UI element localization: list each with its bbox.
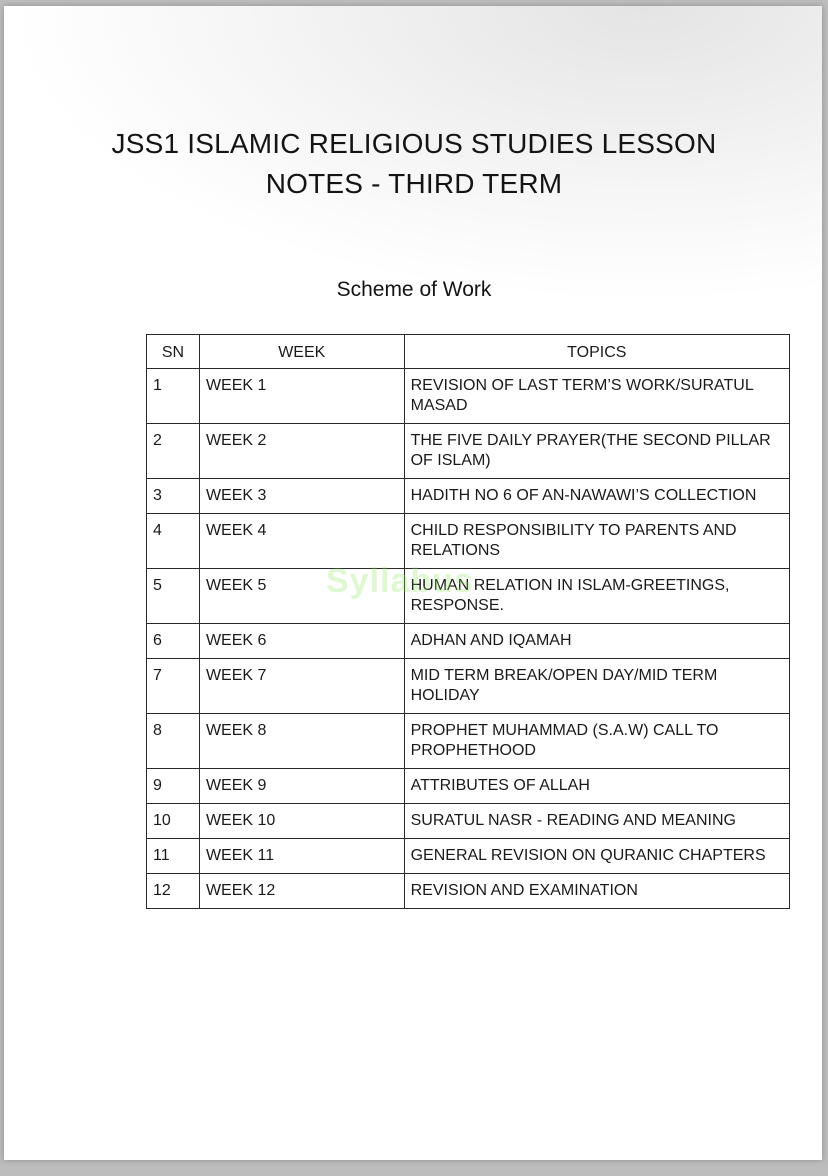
page-title (0, 124, 828, 204)
scheme-of-work-heading: Scheme of Work (336, 278, 492, 301)
table-header-row (147, 335, 790, 369)
cell-topic: SURATUL NASR - READING AND MEANING (404, 804, 789, 839)
cell-sn: 6 (147, 624, 200, 659)
cell-sn: 3 (147, 479, 200, 514)
cell-topic: HUMAN RELATION IN ISLAM-GREETINGS, RESPONSE. (404, 569, 789, 624)
cell-week: WEEK 1 (199, 369, 404, 424)
cell-week: WEEK 10 (199, 804, 404, 839)
cell-week: WEEK 5 (199, 569, 404, 624)
table-row (147, 804, 790, 839)
table-row (147, 569, 790, 624)
cell-topic: CHILD RESPONSIBILITY TO PARENTS AND RELATIONS (404, 514, 789, 569)
cell-sn: 12 (147, 874, 200, 909)
cell-topic: THE FIVE DAILY PRAYER(THE SECOND PILLAR OF ISLAM) (404, 424, 789, 479)
table-row (147, 874, 790, 909)
cell-week: WEEK 2 (199, 424, 404, 479)
table-row (147, 424, 790, 479)
header-week: WEEK (199, 335, 404, 369)
cell-topic: MID TERM BREAK/OPEN DAY/MID TERM HOLIDAY (404, 659, 789, 714)
title-line-2: NOTES - THIRD TERM (265, 168, 563, 199)
header-topics: TOPICS (404, 335, 789, 369)
cell-sn: 1 (147, 369, 200, 424)
table-row (147, 624, 790, 659)
cell-week: WEEK 4 (199, 514, 404, 569)
cell-week: WEEK 12 (199, 874, 404, 909)
title-line-1: JSS1 ISLAMIC RELIGIOUS STUDIES LESSON (111, 128, 717, 159)
cell-sn: 8 (147, 714, 200, 769)
cell-topic: ATTRIBUTES OF ALLAH (404, 769, 789, 804)
table-row (147, 369, 790, 424)
scheme-of-work-table (146, 334, 790, 909)
cell-week: WEEK 6 (199, 624, 404, 659)
cell-topic: HADITH NO 6 OF AN-NAWAWI’S COLLECTION (404, 479, 789, 514)
cell-topic: REVISION AND EXAMINATION (404, 874, 789, 909)
cell-sn: 4 (147, 514, 200, 569)
table-row (147, 479, 790, 514)
cell-week: WEEK 8 (199, 714, 404, 769)
table-row (147, 769, 790, 804)
cell-sn: 2 (147, 424, 200, 479)
cell-topic: GENERAL REVISION ON QURANIC CHAPTERS (404, 839, 789, 874)
watermark: Syllabus (326, 562, 474, 600)
cell-sn: 9 (147, 769, 200, 804)
cell-week: WEEK 11 (199, 839, 404, 874)
cell-sn: 10 (147, 804, 200, 839)
cell-topic: ADHAN AND IQAMAH (404, 624, 789, 659)
cell-sn: 5 (147, 569, 200, 624)
cell-sn: 7 (147, 659, 200, 714)
cell-topic: REVISION OF LAST TERM’S WORK/SURATUL MASAD (404, 369, 789, 424)
header-sn: SN (147, 335, 200, 369)
cell-week: WEEK 9 (199, 769, 404, 804)
cell-sn: 11 (147, 839, 200, 874)
cell-week: WEEK 7 (199, 659, 404, 714)
cell-week: WEEK 3 (199, 479, 404, 514)
table-row (147, 514, 790, 569)
table-row (147, 839, 790, 874)
cell-topic: PROPHET MUHAMMAD (S.A.W) CALL TO PROPHETHOOD (404, 714, 789, 769)
table-row (147, 714, 790, 769)
table-row (147, 659, 790, 714)
